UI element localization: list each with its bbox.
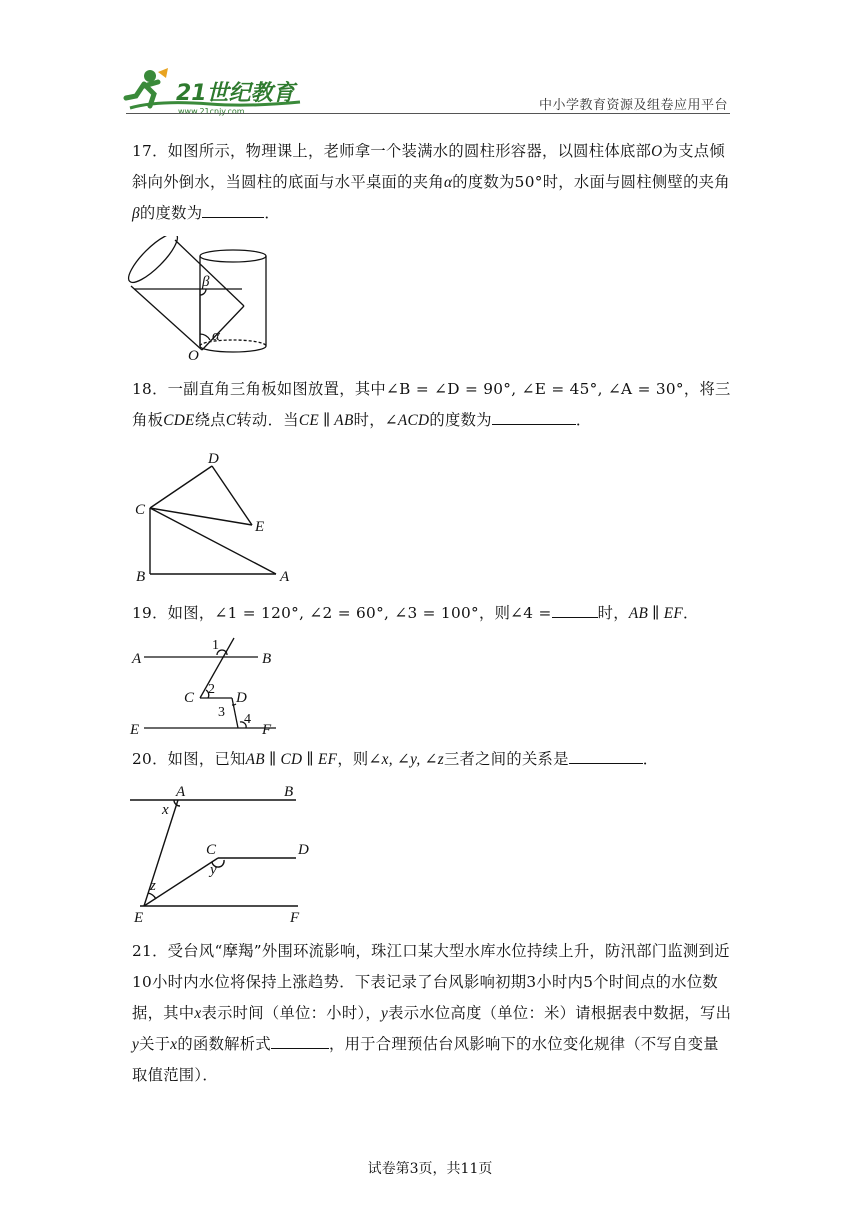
question-18 [132, 374, 732, 436]
q21-answer-blank[interactable] [271, 1034, 329, 1049]
header-divider [126, 113, 730, 114]
q17-text-4: 的度数为 [139, 204, 203, 222]
q20-label-x: x [162, 802, 169, 818]
q21-var-y2: y [132, 1036, 140, 1053]
q17-figure [126, 236, 276, 364]
q20-label-z: z [150, 878, 156, 894]
q18-label-C: C [135, 502, 146, 518]
q20-label-y: y [210, 862, 217, 878]
q18-var-CDE: CDE [163, 412, 195, 429]
q20-text-1: 20．如图，已知 [132, 750, 246, 768]
q21-text-3: 表示水位高度（单位：米）请根据表中数据，写出 [388, 1004, 732, 1022]
q17-text-2: 为支点倾斜向外倒水，当圆柱的底面与水平桌面的夹角 [132, 142, 725, 191]
q19-label-D: D [236, 690, 247, 706]
question-20 [132, 744, 732, 775]
q18-text-1: 18．一副直角三角板如图放置，其中∠B = ∠D = 90°, ∠E = 45°, ∠A = 30°，将三角板 [132, 380, 731, 429]
q18-condition: CE ∥ AB [298, 412, 354, 429]
q19-text-2: 时， [597, 604, 629, 622]
q19-label-4: 4 [244, 712, 251, 727]
q20-answer-blank[interactable] [569, 749, 643, 764]
q19-text-1: 19．如图，∠1 = 120°, ∠2 = 60°, ∠3 = 100°，则∠4 = [132, 604, 552, 622]
q20-text-3: 三者之间的关系是 [443, 750, 569, 768]
q18-text-4: 时， [353, 411, 385, 429]
q19-label-C: C [184, 690, 195, 706]
page-footer: 试卷第3页，共11页 [367, 1161, 493, 1177]
q21-text-2: 表示时间（单位：小时）， [201, 1004, 381, 1022]
q19-label-F: F [262, 722, 272, 738]
q20-label-A: A [176, 784, 186, 800]
q21-text-1: 21．受台风“摩羯”外围环流影响，珠江口某大型水库水位持续上升，防汛部门监测到近10小时内水位将保持上涨趋势．下表记录了台风影响初期3小时内5个时间点的水位数据，其中 [132, 942, 730, 1022]
q21-text-5: 的函数解析式 [177, 1035, 271, 1053]
q20-end: ． [642, 750, 659, 768]
q18-figure [132, 448, 302, 586]
logo-21cnjy [118, 64, 318, 120]
q18-text-5: 的度数为 [429, 411, 492, 429]
q18-text-3: 转动．当 [236, 411, 299, 429]
q21-text-6: ，用于合理预估台风影响下的水位变化规律（不写自变量取值范围）． [132, 1035, 719, 1084]
q17-label-O: O [188, 348, 199, 364]
q17-text-1: 17．如图所示，物理课上，老师拿一个装满水的圆柱形容器，以圆柱体底部 [132, 142, 652, 160]
q19-answer-blank[interactable] [552, 603, 598, 618]
q18-text-2: 绕点 [194, 411, 226, 429]
q18-label-E: E [255, 519, 265, 535]
q19-label-B: B [262, 651, 272, 667]
question-21 [132, 936, 732, 1091]
q20-label-F: F [290, 910, 300, 926]
q17-end: ． [264, 204, 280, 222]
q21-var-x2: x [170, 1036, 178, 1053]
q17-answer-blank[interactable] [202, 203, 264, 218]
q20-label-D: D [298, 842, 309, 858]
q19-label-1: 1 [212, 638, 219, 653]
q19-label-E: E [130, 722, 140, 738]
question-17 [132, 136, 732, 229]
q20-text-2: ，则 [337, 750, 369, 768]
q17-label-alpha: α [212, 328, 220, 344]
q17-var-beta: β [132, 205, 140, 222]
q19-label-2: 2 [208, 682, 215, 697]
page-header [0, 0, 860, 120]
q20-label-E: E [134, 910, 144, 926]
logo-url: www.21cnjy.com [178, 107, 245, 116]
q20-figure [128, 780, 318, 928]
q21-var-x: x [194, 1005, 202, 1022]
q17-var-alpha: α [443, 174, 453, 191]
q17-var-O: O [651, 143, 663, 160]
q18-angle: ∠ACD [384, 412, 430, 429]
q18-label-B: B [136, 569, 146, 585]
q20-condition: AB ∥ CD ∥ EF [245, 751, 338, 768]
q19-label-3: 3 [218, 705, 225, 720]
q18-end: ． [575, 411, 592, 429]
q20-label-C: C [206, 842, 217, 858]
logo-text: 21世纪教育 [176, 81, 295, 106]
q21-var-y: y [381, 1005, 389, 1022]
q19-figure [128, 632, 288, 742]
q19-label-A: A [132, 651, 142, 667]
platform-name: 中小学教育资源及组卷应用平台 [538, 98, 728, 113]
q21-text-4: 关于 [139, 1035, 171, 1053]
q17-text-3: 的度数为50°时，水面与圆柱侧壁的夹角 [452, 173, 730, 191]
q18-var-C: C [225, 412, 237, 429]
q20-angles: ∠x, ∠y, ∠z [368, 751, 444, 768]
q17-label-beta: β [202, 274, 210, 290]
q18-label-D: D [208, 451, 219, 467]
q19-condition: AB ∥ EF [628, 605, 684, 622]
question-19 [132, 598, 732, 629]
q19-end: ． [683, 604, 699, 622]
q18-label-A: A [280, 569, 290, 585]
q18-answer-blank[interactable] [492, 410, 576, 425]
q20-label-B: B [284, 784, 294, 800]
